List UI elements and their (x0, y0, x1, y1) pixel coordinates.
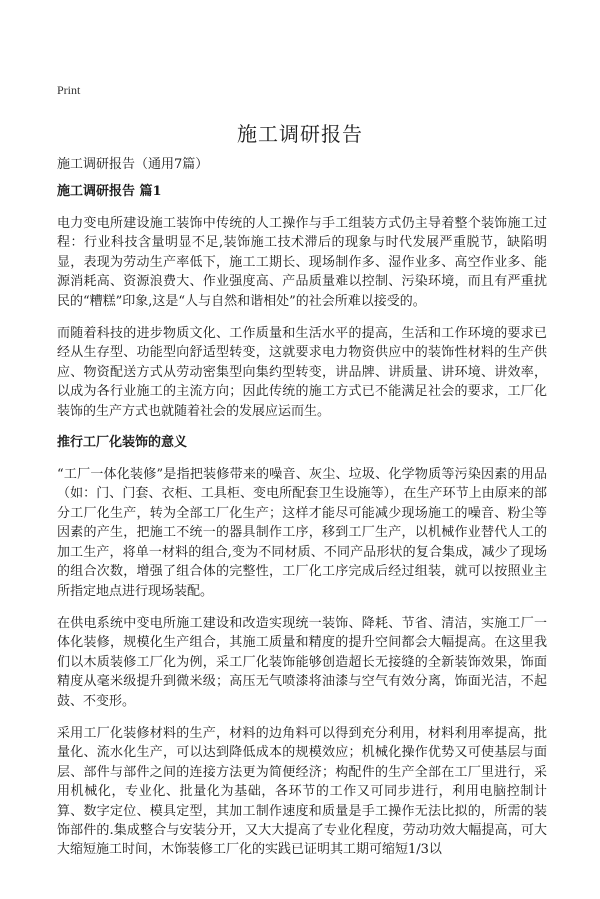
paragraph: “工厂一体化装修”是指把装修带来的噪音、灰尘、垃圾、化学物质等污染因素的用品（如：门、门套、衣柜、工具柜、变电所配套卫生设施等），在生产环节上由原来的部分工厂化生产，转为全部工厂化生产；这样才能尽可能减少现场施工的噪音、粉尘等因素的产生，把施工不统一的器具制作工序，移到工厂生产，以机械作业替代人工的加工生产，将单一材料的组合,变为不同材质、不同产品形状的复合集成，减少了现场的组合次数，增强了组合体的完整性，工厂化工序完成后经过组装，就可以按照业主所指定地点进行现场装配。 (57, 467, 547, 599)
section-heading: 推行工厂化装饰的意义 (57, 435, 188, 451)
print-link[interactable]: Print (57, 83, 81, 97)
paragraph: 采用工厂化装修材料的生产，材料的边角料可以得到充分利用，材料利用率提高，批量化、流水化生产，可以达到降低成本的规模效应；机械化操作优势又可使基层与面层、部件与部件之间的连接方法更为简便经济；构配件的生产全部在工厂里进行，采用机械化，专业化、批量化为基础，各环节的工作又可同步进行，利用电脑控制计算、数字定位、模具定型，其加工制作速度和质量是手工操作无法比拟的，所需的装饰部件的.集成整合与安装分开，又大大提高了专业化程度，劳动功效大幅提高，可大大缩短施工时间，木饰装修工厂化的实践已证明其工期可缩短1/3以 (57, 725, 547, 858)
paragraph: 在供电系统中变电所施工建设和改造实现统一装饰、降耗、节省、清洁，实施工厂一体化装修，规模化生产组合，其施工质量和精度的提升空间都会大幅提高。在这里我们以木质装修工厂化为例，采工厂化装饰能够创造超长无接缝的全新装饰效果，饰面精度从毫米级提升到微米级；高压无气喷漆将油漆与空气有效分离，饰面光洁，不起鼓、不变形。 (57, 615, 547, 709)
document-title: 施工调研报告 (237, 122, 363, 146)
paragraph: 电力变电所建设施工装饰中传统的人工操作与手工组装方式仍主导着整个装饰施工过程：行业科技含量明显不足,装饰施工技术滞后的现象与时代发展严重脱节，缺陷明显，表现为劳动生产率低下，施工工期长、现场制作多、湿作业多、高空作业多、能源消耗高、资源浪费大、作业强度高、产品质量难以控制、污染环境，而且有严重扰民的“糟糕”印象,这是“人与自然和谐相处”的社会所难以接受的。 (57, 216, 547, 309)
document-subtitle: 施工调研报告（通用7篇） (57, 157, 209, 172)
section-heading: 施工调研报告 篇1 (57, 184, 162, 199)
document-body (57, 183, 547, 873)
paragraph: 而随着科技的进步物质文化、工作质量和生活水平的提高，生活和工作环境的要求已经从生存型、功能型向舒适型转变，这就要求电力物资供应中的装饰性材料的生产供应、物资配送方式从劳动密集型向集约型转变，讲品牌、讲质量、讲环境、讲效率，以成为各行业施工的主流方向；因此传统的施工方式已不能满足社会的要求，工厂化装饰的生产方式也就随着社会的发展应运而生。 (57, 326, 547, 419)
